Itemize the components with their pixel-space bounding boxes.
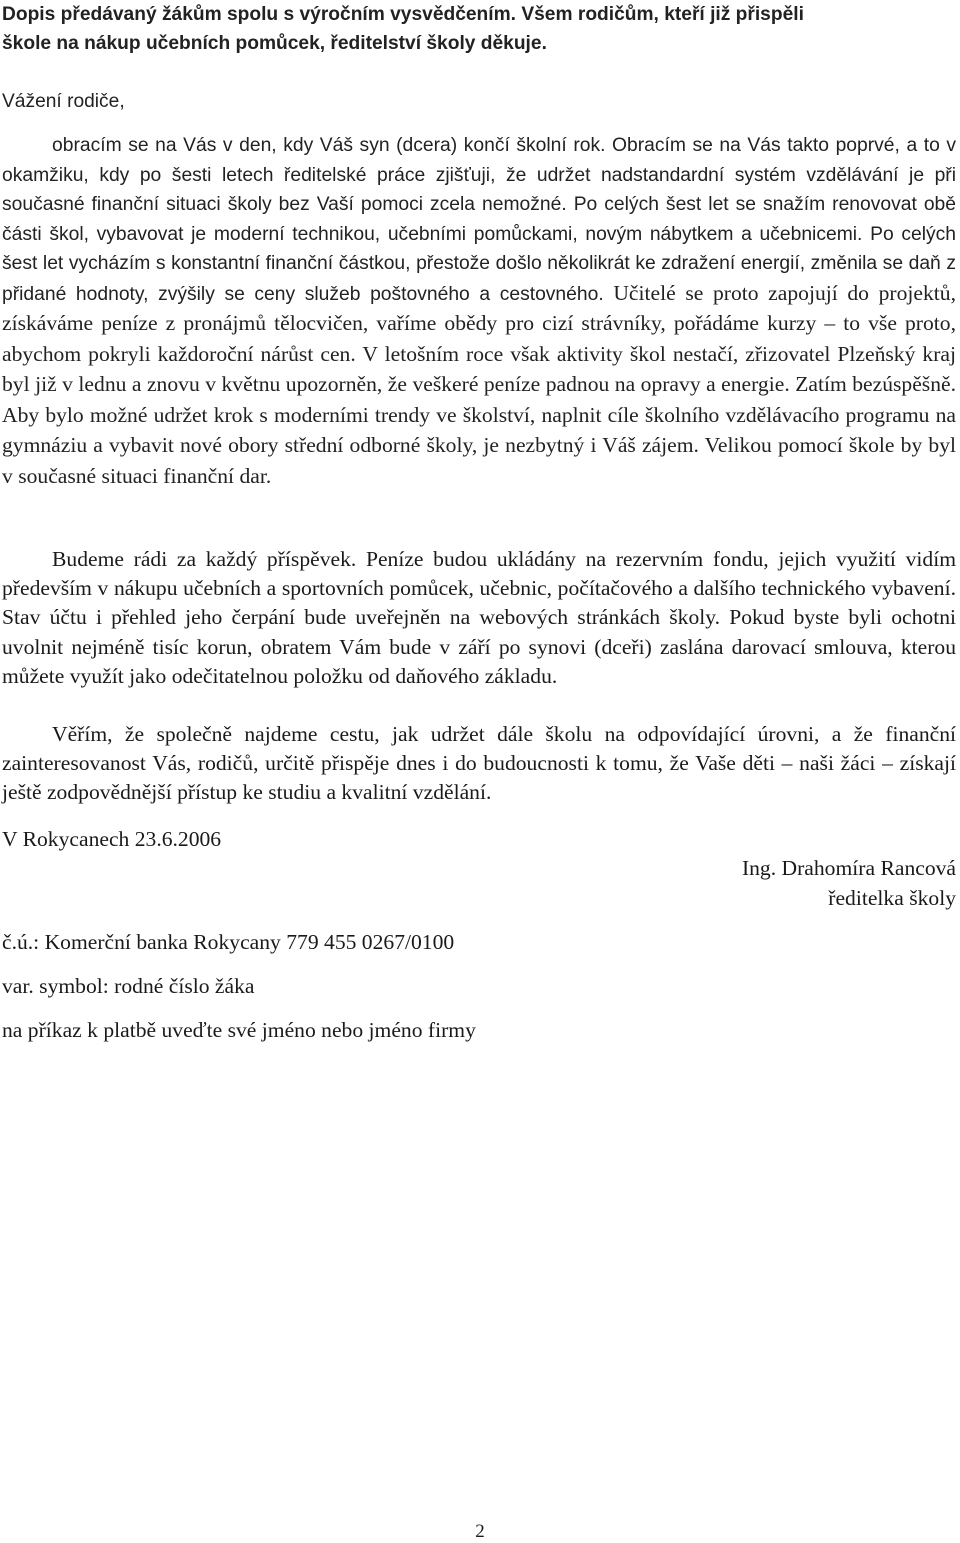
document-header <box>2 0 956 58</box>
paragraph-1-sans-text: obracím se na Vás v den, kdy Váš syn (dcera) končí školní rok. Obracím se na Vás takto poprvé, a to v okamžiku, kdy po šesti letech ředitelské práce zjišťuji, že udržet nadstandardní systém vzdělávání je při současné finanční situaci školy bez Vaší pomoci zcela nemožné. Po celých šest let se snažím renovovat obě části škol, vybavovat je moderní technikou, učebními pomůckami, novým nábytkem a učebnicemi. Po celých šest let vycházím s konstantní finanční částkou, přestože došlo několikrát ke zdražení energií, změnila se daň z přidané hodnoty, zvýšily se ceny služeb poštovného a cestovného. <box>2 135 956 305</box>
paragraph-1 <box>2 131 956 492</box>
paragraph-3: Věřím, že společně najdeme cestu, jak udržet dále školu na odpovídající úrovni, a že finanční zainteresovanost Vás, rodičů, určitě přispěje dnes i do budoucnosti k tomu, že Vaše děti – naši žáci – získají ještě zodpovědnější přístup ke studiu a kvalitní vzdělání. <box>2 722 956 805</box>
header-line-2: škole na nákup učebních pomůcek, ředitelství školy děkuje. <box>2 33 547 54</box>
place-date: V Rokycanech 23.6.2006 <box>2 827 222 851</box>
signature-name: Ing. Drahomíra Rancová <box>741 856 956 880</box>
page-number: 2 <box>475 1521 485 1542</box>
paragraph-2: Budeme rádi za každý příspěvek. Peníze budou ukládány na rezervním fondu, jejich využití vidím především v nákupu učebních a sportovních pomůcek, učebnic, počítačového a dalšího technického vybavení. Stav účtu i přehled jeho čerpání bude uveřejněn na webových stránkách školy. Pokud byste byli ochotni uvolnit nejméně tisíc korun, obratem Vám bude v září po synovi (dceři) zaslána darovací smlouva, kterou můžete využít jako odečitatelnou položku od daňového základu. <box>2 547 956 688</box>
variable-symbol: var. symbol: rodné číslo žáka <box>2 974 255 998</box>
signature-title: ředitelka školy <box>828 886 956 910</box>
payment-note: na příkaz k platbě uveďte své jméno nebo jméno firmy <box>2 1018 476 1042</box>
header-line-1: Dopis předávaný žákům spolu s výročním vysvědčením. Všem rodičům, kteří již přispěli <box>2 4 804 25</box>
bank-account: č.ú.: Komerční banka Rokycany 779 455 0267/0100 <box>2 930 455 954</box>
salutation: Vážení rodiče, <box>2 91 125 112</box>
paragraph-1-serif-text: Učitelé se proto zapojují do projektů, získáváme peníze z pronájmů tělocvičen, vaříme obědy pro cizí strávníky, pořádáme kurzy – to vše proto, abychom pokryli každoroční nárůst cen. V letošním roce však aktivity škol nestačí, zřizovatel Plzeňský kraj byl již v lednu a znovu v květnu upozorněn, že veškeré peníze padnou na opravy a energie. Zatím bezúspěšně. Aby bylo možné udržet krok s moderními trendy ve školství, naplnit cíle školního vzdělávacího programu na gymnáziu a vybavit nové obory střední odborné školy, je nezbytný i Váš zájem. Velikou pomocí škole by byl v současné situaci finanční dar. <box>2 280 956 488</box>
